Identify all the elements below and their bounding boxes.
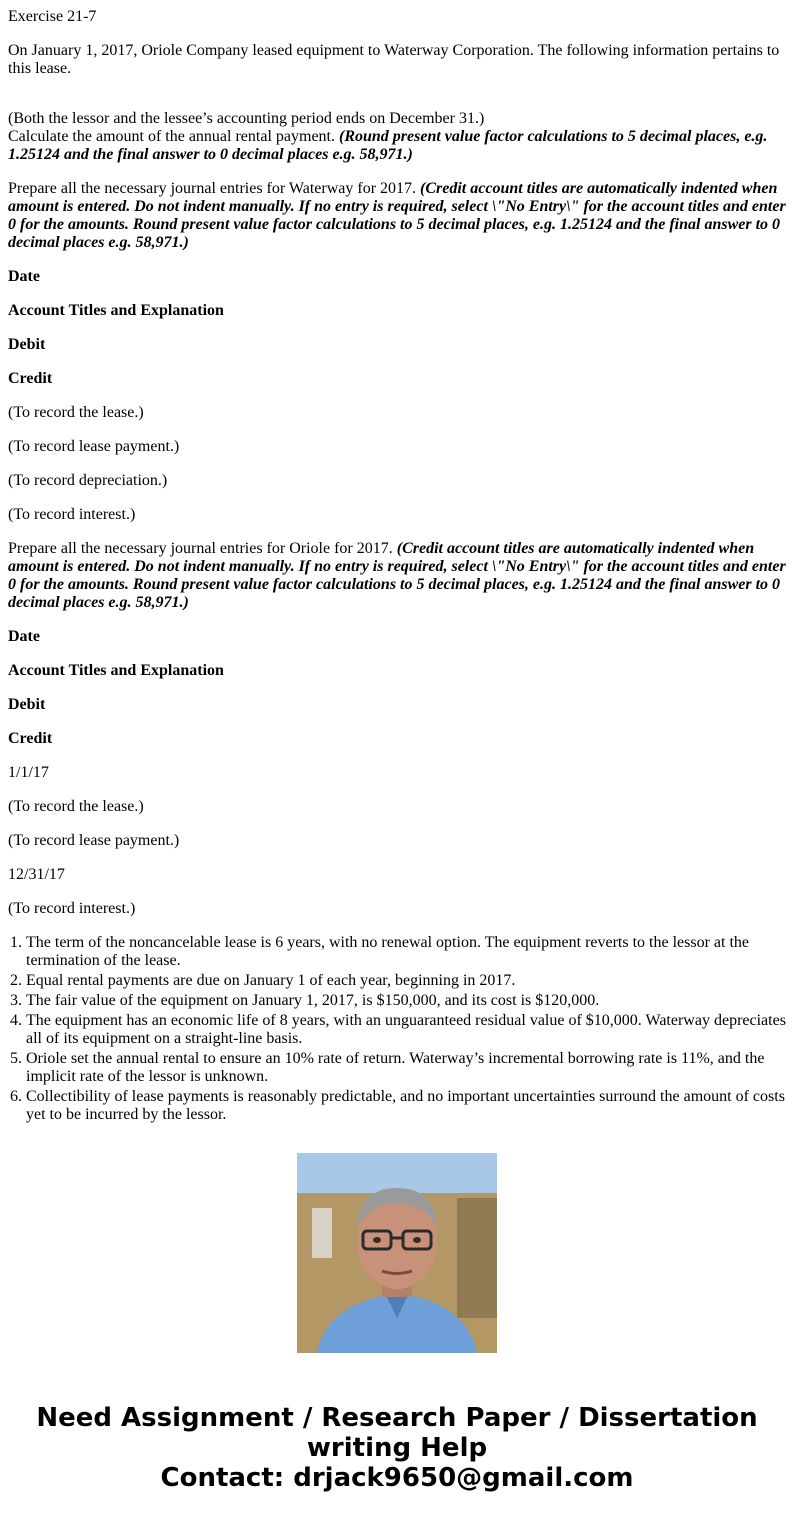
oriole-entry-lease: (To record the lease.) bbox=[8, 798, 144, 815]
avatar bbox=[297, 1153, 497, 1353]
banner-line-1: Need Assignment / Research Paper / Dissertation bbox=[36, 1403, 758, 1433]
condition-item: 6. Collectibility of lease payments is reasonably predictable, and no important uncertainties surround the amount of costs yet to be incurred by the lessor. bbox=[26, 1088, 786, 1124]
question-3 bbox=[8, 540, 786, 612]
oriole-entry-payment: (To record lease payment.) bbox=[8, 832, 180, 849]
oriole-date-1: 1/1/17 bbox=[8, 764, 49, 781]
condition-item: 4. The equipment has an economic life of 8 years, with an unguaranteed residual value of $10,000. Waterway depreciates all of its equipment on a straight-line basis. bbox=[26, 1012, 786, 1048]
question-3-instruction: (Credit account titles are automatically indented when amount is entered. Do not indent manually. If no entry is required, select \"No Entry\" for the account titles and enter 0 for the amounts. Round present value factor calculations to 5 decimal places, e.g. 1.25124 and the final answer to 0 decimal places e.g. 58,971.) bbox=[8, 540, 786, 611]
waterway-header-date: Date bbox=[8, 268, 40, 285]
oriole-header-account: Account Titles and Explanation bbox=[8, 662, 224, 679]
exercise-title: Exercise 21-7 bbox=[8, 8, 97, 25]
banner-line-2: writing Help bbox=[306, 1433, 488, 1463]
waterway-entry-payment: (To record lease payment.) bbox=[8, 438, 180, 455]
promo-banner bbox=[0, 1403, 794, 1493]
oriole-header-date: Date bbox=[8, 628, 40, 645]
question-2-text: Prepare all the necessary journal entries for Waterway for 2017. bbox=[8, 180, 421, 197]
waterway-entry-depreciation: (To record depreciation.) bbox=[8, 472, 168, 489]
intro-paragraph: On January 1, 2017, Oriole Company leased equipment to Waterway Corporation. The following information pertains to this lease. bbox=[8, 42, 780, 77]
question-2 bbox=[8, 180, 786, 252]
waterway-entry-lease: (To record the lease.) bbox=[8, 404, 144, 421]
avatar-eye-left bbox=[373, 1237, 381, 1243]
oriole-header-credit: Credit bbox=[8, 730, 53, 747]
period-note: (Both the lessor and the lessee’s accounting period ends on December 31.) bbox=[8, 110, 485, 127]
document bbox=[8, 8, 786, 1123]
condition-item: 1. The term of the noncancelable lease is 6 years, with no renewal option. The equipment reverts to the lessor at the termination of the lease. bbox=[26, 934, 786, 970]
oriole-date-2: 12/31/17 bbox=[8, 866, 65, 883]
condition-item: 3. The fair value of the equipment on January 1, 2017, is $150,000, and its cost is $120,000. bbox=[26, 992, 786, 1010]
waterway-header-account: Account Titles and Explanation bbox=[8, 302, 224, 319]
avatar-wall-switch bbox=[312, 1208, 332, 1258]
waterway-entry-interest: (To record interest.) bbox=[8, 506, 136, 523]
oriole-entry-interest: (To record interest.) bbox=[8, 900, 136, 917]
question-3-text: Prepare all the necessary journal entries for Oriole for 2017. bbox=[8, 540, 397, 557]
avatar-door bbox=[457, 1198, 497, 1318]
avatar-portrait bbox=[297, 1153, 497, 1353]
condition-item: 2. Equal rental payments are due on January 1 of each year, beginning in 2017. bbox=[26, 972, 786, 990]
oriole-header-debit: Debit bbox=[8, 696, 46, 713]
condition-item: 5. Oriole set the annual rental to ensure an 10% rate of return. Waterway’s incremental borrowing rate is 11%, and the implicit rate of the lessor is unknown. bbox=[26, 1050, 786, 1086]
question-1 bbox=[8, 128, 786, 164]
banner-line-3[interactable]: Contact: drjack9650@gmail.com bbox=[160, 1463, 634, 1493]
waterway-header-debit: Debit bbox=[8, 336, 46, 353]
lease-conditions-list bbox=[8, 934, 786, 1123]
question-2-instruction: (Credit account titles are automatically indented when amount is entered. Do not indent manually. If no entry is required, select \"No Entry\" for the account titles and enter 0 for the amounts. Round present value factor calculations to 5 decimal places, e.g. 1.25124 and the final answer to 0 decimal places e.g. 58,971.) bbox=[8, 180, 786, 251]
avatar-eye-right bbox=[413, 1237, 421, 1243]
waterway-header-credit: Credit bbox=[8, 370, 53, 387]
question-1-text: Calculate the amount of the annual rental payment. bbox=[8, 128, 339, 145]
question-1-instruction: (Round present value factor calculations to 5 decimal places, e.g. 1.25124 and the final answer to 0 decimal places e.g. 58,971.) bbox=[8, 128, 768, 163]
image-placeholder-gap bbox=[8, 94, 786, 110]
